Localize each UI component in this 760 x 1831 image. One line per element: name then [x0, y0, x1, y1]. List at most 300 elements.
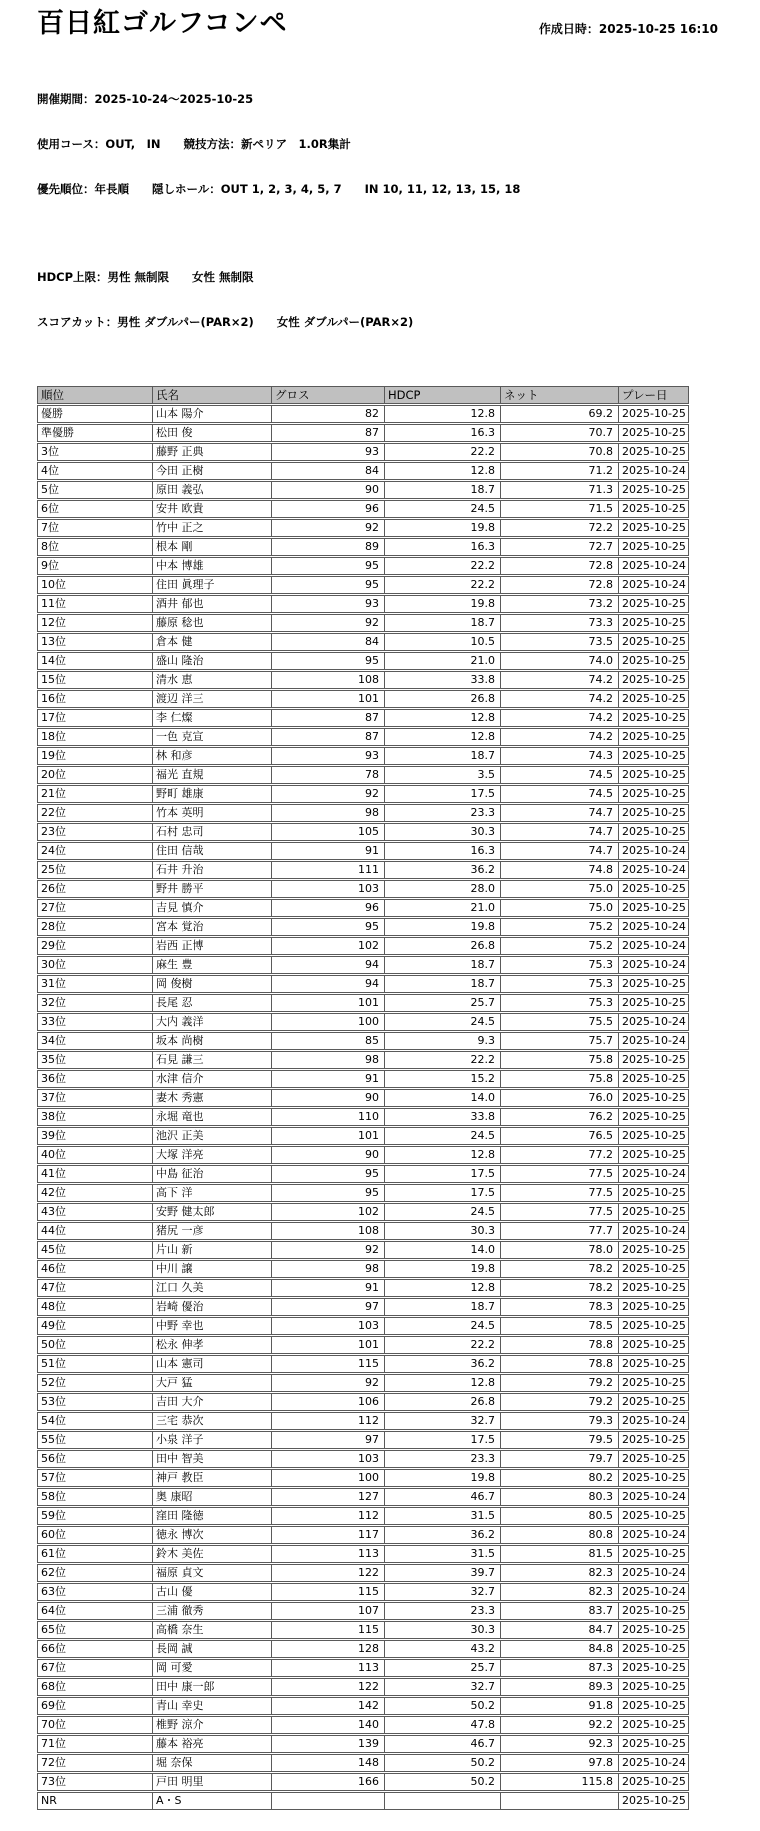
rank-cell: 66位: [37, 1640, 152, 1658]
date-cell: 2025-10-25: [618, 595, 689, 613]
name-cell: 福原 貞文: [152, 1564, 271, 1582]
hdcp-cell: 12.8: [384, 728, 500, 746]
net-cell: 77.5: [500, 1203, 618, 1221]
rank-cell: 67位: [37, 1659, 152, 1677]
date-cell: 2025-10-25: [618, 1355, 689, 1373]
name-cell: 岡 可愛: [152, 1659, 271, 1677]
hdcp-cell: 50.2: [384, 1697, 500, 1715]
table-row: [37, 1108, 689, 1126]
rank-cell: 61位: [37, 1545, 152, 1563]
date-cell: 2025-10-25: [618, 728, 689, 746]
name-cell: 椎野 涼介: [152, 1716, 271, 1734]
gross-cell: 92: [271, 519, 384, 537]
hdcp-cell: 31.5: [384, 1545, 500, 1563]
hdcp-cell: 19.8: [384, 595, 500, 613]
hdcp-cell: 17.5: [384, 1431, 500, 1449]
name-cell: 大内 義洋: [152, 1013, 271, 1031]
hdcp-meta-block: [37, 240, 726, 360]
gross-cell: 97: [271, 1431, 384, 1449]
name-cell: 長尾 忍: [152, 994, 271, 1012]
table-row: [37, 785, 689, 803]
table-row: [37, 614, 689, 632]
date-cell: 2025-10-25: [618, 785, 689, 803]
rank-cell: 72位: [37, 1754, 152, 1772]
table-row: [37, 1393, 689, 1411]
net-cell: 78.5: [500, 1317, 618, 1335]
rank-cell: 53位: [37, 1393, 152, 1411]
gross-cell: 87: [271, 709, 384, 727]
table-row: [37, 975, 689, 993]
date-cell: 2025-10-25: [618, 1184, 689, 1202]
gross-cell: 103: [271, 880, 384, 898]
table-row: [37, 747, 689, 765]
table-row: [37, 804, 689, 822]
date-cell: 2025-10-25: [618, 614, 689, 632]
gross-cell: 89: [271, 538, 384, 556]
name-cell: 松永 伸孝: [152, 1336, 271, 1354]
hdcp-cell: 14.0: [384, 1241, 500, 1259]
name-cell: 松田 俊: [152, 424, 271, 442]
name-cell: 永堀 竜也: [152, 1108, 271, 1126]
table-row: [37, 1070, 689, 1088]
rank-cell: 70位: [37, 1716, 152, 1734]
hdcp-cell: 18.7: [384, 747, 500, 765]
name-cell: 竹本 英明: [152, 804, 271, 822]
hdcp-cell: 17.5: [384, 1165, 500, 1183]
table-row: [37, 1279, 689, 1297]
name-cell: 鈴木 美佐: [152, 1545, 271, 1563]
table-row: [37, 1241, 689, 1259]
column-header-name: 氏名: [152, 386, 271, 404]
date-cell: 2025-10-24: [618, 956, 689, 974]
hdcp-cell: 26.8: [384, 690, 500, 708]
table-row: [37, 1773, 689, 1791]
gross-cell: 96: [271, 500, 384, 518]
gross-cell: 112: [271, 1507, 384, 1525]
hdcp-cell: 36.2: [384, 1526, 500, 1544]
hdcp-cell: 12.8: [384, 462, 500, 480]
hdcp-cell: 50.2: [384, 1754, 500, 1772]
table-row: [37, 1355, 689, 1373]
date-cell: 2025-10-25: [618, 1317, 689, 1335]
table-row: [37, 1792, 689, 1810]
table-row: [37, 424, 689, 442]
gross-cell: 98: [271, 1260, 384, 1278]
rank-cell: 50位: [37, 1336, 152, 1354]
gross-cell: 94: [271, 975, 384, 993]
net-cell: 74.5: [500, 785, 618, 803]
table-row: [37, 1602, 689, 1620]
name-cell: 神戸 教臣: [152, 1469, 271, 1487]
net-cell: 77.5: [500, 1184, 618, 1202]
rank-cell: 58位: [37, 1488, 152, 1506]
net-cell: 115.8: [500, 1773, 618, 1791]
table-row: [37, 1507, 689, 1525]
rank-cell: 49位: [37, 1317, 152, 1335]
gross-cell: 102: [271, 937, 384, 955]
gross-cell: 101: [271, 1127, 384, 1145]
net-cell: 75.2: [500, 937, 618, 955]
table-row: [37, 576, 689, 594]
hdcp-cell: 43.2: [384, 1640, 500, 1658]
hdcp-cell: 18.7: [384, 614, 500, 632]
net-cell: 70.7: [500, 424, 618, 442]
net-cell: 84.8: [500, 1640, 618, 1658]
hdcp-cell: 46.7: [384, 1488, 500, 1506]
name-cell: 三宅 恭次: [152, 1412, 271, 1430]
table-row: [37, 443, 689, 461]
table-row: [37, 1488, 689, 1506]
gross-cell: 111: [271, 861, 384, 879]
rank-cell: 9位: [37, 557, 152, 575]
date-cell: 2025-10-25: [618, 1621, 689, 1639]
net-cell: 74.8: [500, 861, 618, 879]
net-cell: 69.2: [500, 405, 618, 423]
gross-cell: 148: [271, 1754, 384, 1772]
date-cell: 2025-10-24: [618, 842, 689, 860]
net-cell: 79.7: [500, 1450, 618, 1468]
gross-cell: 90: [271, 481, 384, 499]
name-cell: 福光 直規: [152, 766, 271, 784]
rank-cell: 36位: [37, 1070, 152, 1088]
table-row: [37, 1222, 689, 1240]
table-row: [37, 1127, 689, 1145]
net-cell: 78.3: [500, 1298, 618, 1316]
hdcp-cell: 12.8: [384, 709, 500, 727]
rank-cell: 65位: [37, 1621, 152, 1639]
net-cell: 78.0: [500, 1241, 618, 1259]
name-cell: 住田 信哉: [152, 842, 271, 860]
net-cell: 74.3: [500, 747, 618, 765]
table-row: [37, 1165, 689, 1183]
hdcp-cell: 19.8: [384, 918, 500, 936]
rank-cell: 62位: [37, 1564, 152, 1582]
gross-cell: 112: [271, 1412, 384, 1430]
date-cell: 2025-10-24: [618, 918, 689, 936]
gross-cell: 95: [271, 1165, 384, 1183]
hdcp-cell: 18.7: [384, 975, 500, 993]
gross-cell: 91: [271, 842, 384, 860]
net-cell: 72.8: [500, 557, 618, 575]
date-cell: 2025-10-25: [618, 1279, 689, 1297]
hdcp-cell: 50.2: [384, 1773, 500, 1791]
net-cell: 71.5: [500, 500, 618, 518]
date-cell: 2025-10-25: [618, 481, 689, 499]
gross-cell: 128: [271, 1640, 384, 1658]
date-cell: 2025-10-24: [618, 1222, 689, 1240]
name-cell: 一色 克宣: [152, 728, 271, 746]
hdcp-cell: 12.8: [384, 405, 500, 423]
net-cell: 71.2: [500, 462, 618, 480]
date-cell: 2025-10-25: [618, 1260, 689, 1278]
net-cell: 75.8: [500, 1070, 618, 1088]
results-table-header: [37, 386, 689, 404]
gross-cell: 110: [271, 1108, 384, 1126]
date-cell: 2025-10-25: [618, 500, 689, 518]
name-cell: 岡 俊樹: [152, 975, 271, 993]
date-cell: 2025-10-25: [618, 1716, 689, 1734]
net-cell: 74.5: [500, 766, 618, 784]
date-cell: 2025-10-25: [618, 804, 689, 822]
name-cell: 高下 洋: [152, 1184, 271, 1202]
name-cell: 倉本 健: [152, 633, 271, 651]
column-header-rank: 順位: [37, 386, 152, 404]
date-cell: 2025-10-25: [618, 1336, 689, 1354]
date-cell: 2025-10-25: [618, 690, 689, 708]
date-cell: 2025-10-24: [618, 576, 689, 594]
table-row: [37, 1659, 689, 1677]
rank-cell: 47位: [37, 1279, 152, 1297]
date-cell: 2025-10-24: [618, 1013, 689, 1031]
date-cell: 2025-10-25: [618, 899, 689, 917]
net-cell: 80.2: [500, 1469, 618, 1487]
date-cell: 2025-10-25: [618, 1545, 689, 1563]
net-cell: 72.2: [500, 519, 618, 537]
name-cell: 安井 欧貴: [152, 500, 271, 518]
rank-cell: 26位: [37, 880, 152, 898]
results-table: [37, 385, 689, 1811]
column-header-hdcp: HDCP: [384, 386, 500, 404]
rank-cell: 準優勝: [37, 424, 152, 442]
rank-cell: 48位: [37, 1298, 152, 1316]
date-cell: 2025-10-25: [618, 1640, 689, 1658]
date-cell: 2025-10-25: [618, 538, 689, 556]
hdcp-cell: 24.5: [384, 1013, 500, 1031]
results-table-body: [37, 405, 689, 1810]
table-row: [37, 557, 689, 575]
rank-cell: 6位: [37, 500, 152, 518]
rank-cell: 64位: [37, 1602, 152, 1620]
hdcp-cell: 23.3: [384, 1450, 500, 1468]
gross-cell: 117: [271, 1526, 384, 1544]
hdcp-cell: 26.8: [384, 1393, 500, 1411]
date-cell: 2025-10-25: [618, 1507, 689, 1525]
table-row: [37, 1545, 689, 1563]
rank-cell: 43位: [37, 1203, 152, 1221]
rank-cell: 30位: [37, 956, 152, 974]
table-row: [37, 1431, 689, 1449]
table-row: [37, 1374, 689, 1392]
table-row: [37, 1260, 689, 1278]
table-row: [37, 671, 689, 689]
gross-cell: 142: [271, 1697, 384, 1715]
table-row: [37, 880, 689, 898]
name-cell: 水津 信介: [152, 1070, 271, 1088]
net-cell: 79.2: [500, 1374, 618, 1392]
gross-cell: 90: [271, 1089, 384, 1107]
hdcp-cell: 12.8: [384, 1146, 500, 1164]
name-cell: 江口 久美: [152, 1279, 271, 1297]
date-cell: 2025-10-25: [618, 1108, 689, 1126]
net-cell: 75.3: [500, 975, 618, 993]
rank-cell: 60位: [37, 1526, 152, 1544]
net-cell: 76.5: [500, 1127, 618, 1145]
table-row: [37, 1013, 689, 1031]
net-cell: 75.3: [500, 994, 618, 1012]
rank-cell: 59位: [37, 1507, 152, 1525]
meta-priority-hidden-holes: 優先順位：年長順 隠しホール：OUT 1, 2, 3, 4, 5, 7 IN 10, 11, 12, 13, 15, 18: [37, 182, 521, 197]
date-cell: 2025-10-25: [618, 1298, 689, 1316]
table-row: [37, 1051, 689, 1069]
gross-cell: 91: [271, 1070, 384, 1088]
date-cell: 2025-10-25: [618, 1735, 689, 1753]
hdcp-cell: 25.7: [384, 994, 500, 1012]
name-cell: 青山 幸史: [152, 1697, 271, 1715]
hdcp-cell: 10.5: [384, 633, 500, 651]
hdcp-cell: 22.2: [384, 443, 500, 461]
net-cell: 75.0: [500, 899, 618, 917]
name-cell: A・S: [152, 1792, 271, 1810]
hdcp-cell: 47.8: [384, 1716, 500, 1734]
rank-cell: 優勝: [37, 405, 152, 423]
gross-cell: 101: [271, 690, 384, 708]
name-cell: 猪尻 一彦: [152, 1222, 271, 1240]
meta-course-method: 使用コース：OUT, IN 競技方法：新ペリア 1.0R集計: [37, 137, 351, 152]
hdcp-cell: 24.5: [384, 1203, 500, 1221]
rank-cell: NR: [37, 1792, 152, 1810]
rank-cell: 23位: [37, 823, 152, 841]
table-row: [37, 652, 689, 670]
rank-cell: 69位: [37, 1697, 152, 1715]
date-cell: 2025-10-25: [618, 994, 689, 1012]
name-cell: 戸田 明里: [152, 1773, 271, 1791]
hdcp-cell: 16.3: [384, 538, 500, 556]
rank-cell: 29位: [37, 937, 152, 955]
rank-cell: 11位: [37, 595, 152, 613]
rank-cell: 24位: [37, 842, 152, 860]
gross-cell: 95: [271, 918, 384, 936]
name-cell: 徳永 博次: [152, 1526, 271, 1544]
name-cell: 石見 謙三: [152, 1051, 271, 1069]
net-cell: 76.2: [500, 1108, 618, 1126]
gross-cell: [271, 1792, 384, 1810]
date-cell: 2025-10-25: [618, 443, 689, 461]
hdcp-cell: [384, 1792, 500, 1810]
hdcp-cell: 22.2: [384, 1051, 500, 1069]
gross-cell: 93: [271, 747, 384, 765]
name-cell: 宮本 覚治: [152, 918, 271, 936]
table-row: [37, 899, 689, 917]
gross-cell: 101: [271, 994, 384, 1012]
rank-cell: 44位: [37, 1222, 152, 1240]
date-cell: 2025-10-24: [618, 1754, 689, 1772]
hdcp-cell: 18.7: [384, 481, 500, 499]
rank-cell: 39位: [37, 1127, 152, 1145]
gross-cell: 166: [271, 1773, 384, 1791]
date-cell: 2025-10-25: [618, 1374, 689, 1392]
rank-cell: 5位: [37, 481, 152, 499]
name-cell: 中島 征治: [152, 1165, 271, 1183]
column-header-net: ネット: [500, 386, 618, 404]
gross-cell: 85: [271, 1032, 384, 1050]
rank-cell: 28位: [37, 918, 152, 936]
net-cell: 77.7: [500, 1222, 618, 1240]
gross-cell: 106: [271, 1393, 384, 1411]
table-row: [37, 1317, 689, 1335]
date-cell: 2025-10-24: [618, 937, 689, 955]
gross-cell: 140: [271, 1716, 384, 1734]
date-cell: 2025-10-25: [618, 1203, 689, 1221]
competition-meta-block: [37, 62, 726, 227]
name-cell: 藤本 裕亮: [152, 1735, 271, 1753]
date-cell: 2025-10-25: [618, 1450, 689, 1468]
rank-cell: 46位: [37, 1260, 152, 1278]
name-cell: 住田 眞理子: [152, 576, 271, 594]
gross-cell: 95: [271, 652, 384, 670]
gross-cell: 115: [271, 1583, 384, 1601]
date-cell: 2025-10-25: [618, 1659, 689, 1677]
net-cell: 75.2: [500, 918, 618, 936]
name-cell: 大塚 洋亮: [152, 1146, 271, 1164]
hdcp-cell: 36.2: [384, 861, 500, 879]
name-cell: 片山 新: [152, 1241, 271, 1259]
gross-cell: 84: [271, 633, 384, 651]
rank-cell: 7位: [37, 519, 152, 537]
name-cell: 大戸 猛: [152, 1374, 271, 1392]
gross-cell: 97: [271, 1298, 384, 1316]
name-cell: 酒井 郁也: [152, 595, 271, 613]
gross-cell: 102: [271, 1203, 384, 1221]
name-cell: 根本 剛: [152, 538, 271, 556]
hdcp-cell: 30.3: [384, 823, 500, 841]
hdcp-cell: 9.3: [384, 1032, 500, 1050]
table-row: [37, 1716, 689, 1734]
hdcp-cell: 14.0: [384, 1089, 500, 1107]
rank-cell: 17位: [37, 709, 152, 727]
rank-cell: 8位: [37, 538, 152, 556]
table-row: [37, 462, 689, 480]
net-cell: 83.7: [500, 1602, 618, 1620]
net-cell: 87.3: [500, 1659, 618, 1677]
date-cell: 2025-10-25: [618, 975, 689, 993]
table-row: [37, 1336, 689, 1354]
date-cell: 2025-10-24: [618, 1165, 689, 1183]
rank-cell: 32位: [37, 994, 152, 1012]
table-row: [37, 1450, 689, 1468]
table-row: [37, 1184, 689, 1202]
hdcp-cell: 22.2: [384, 576, 500, 594]
name-cell: 池沢 正美: [152, 1127, 271, 1145]
gross-cell: 113: [271, 1659, 384, 1677]
hdcp-cell: 39.7: [384, 1564, 500, 1582]
name-cell: 藤原 稔也: [152, 614, 271, 632]
date-cell: 2025-10-25: [618, 709, 689, 727]
table-row: [37, 595, 689, 613]
date-cell: 2025-10-25: [618, 1697, 689, 1715]
hdcp-cell: 12.8: [384, 1374, 500, 1392]
rank-cell: 57位: [37, 1469, 152, 1487]
net-cell: 81.5: [500, 1545, 618, 1563]
rank-cell: 73位: [37, 1773, 152, 1791]
meta-hdcp-limit: HDCP上限：男性 無制限 女性 無制限: [37, 270, 254, 285]
hdcp-cell: 16.3: [384, 424, 500, 442]
rank-cell: 41位: [37, 1165, 152, 1183]
name-cell: 田中 智美: [152, 1450, 271, 1468]
gross-cell: 115: [271, 1355, 384, 1373]
table-row: [37, 1089, 689, 1107]
table-row: [37, 956, 689, 974]
table-row: [37, 937, 689, 955]
date-cell: 2025-10-24: [618, 861, 689, 879]
rank-cell: 19位: [37, 747, 152, 765]
rank-cell: 52位: [37, 1374, 152, 1392]
hdcp-cell: 24.5: [384, 500, 500, 518]
rank-cell: 55位: [37, 1431, 152, 1449]
name-cell: 坂本 尚樹: [152, 1032, 271, 1050]
table-row: [37, 1583, 689, 1601]
date-cell: 2025-10-25: [618, 424, 689, 442]
hdcp-cell: 25.7: [384, 1659, 500, 1677]
